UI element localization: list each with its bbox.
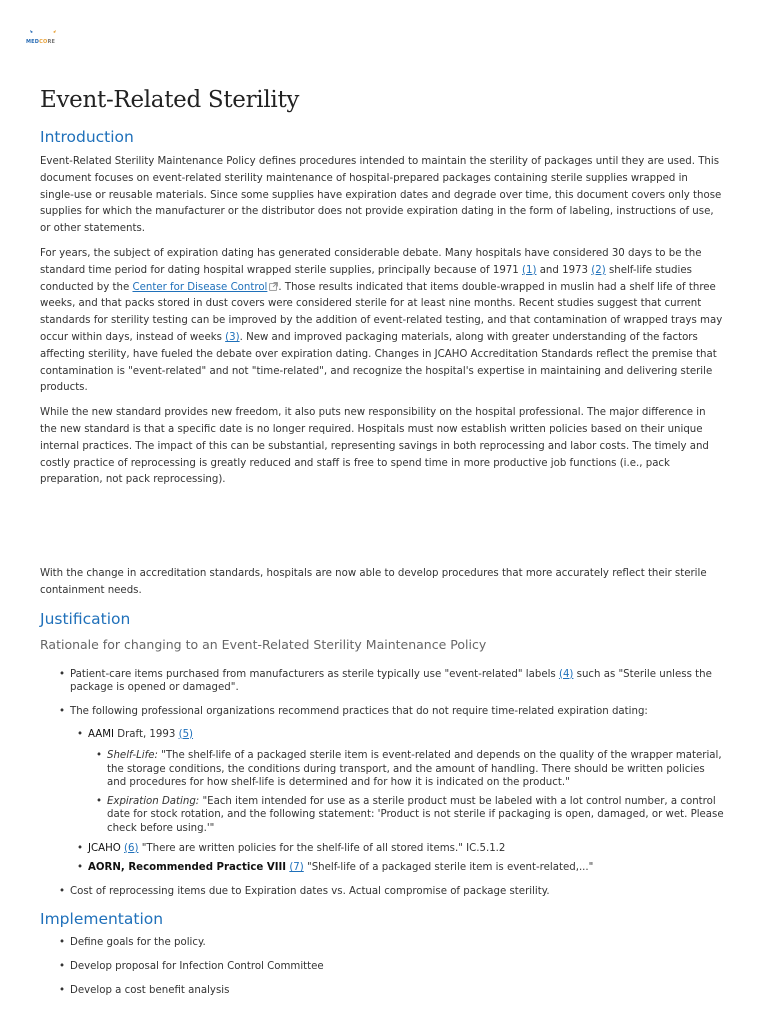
- justification-list: [70, 668, 724, 899]
- heading-justification: Justification: [40, 609, 131, 628]
- organizations-list: [88, 728, 724, 875]
- list-item: • Develop proposal for Infection Control Committee: [70, 960, 724, 974]
- reference-link-7[interactable]: (7): [289, 862, 304, 874]
- list-item-aorn: • AORN, Recommended Practice VIII (7) "Shelf-life of a packaged sterile item is event-related,...": [88, 861, 724, 875]
- intro-paragraph-3: While the new standard provides new freedom, it also puts new responsibility on the hospital professional. The major difference in the new standard is that a specific date is no longer required. Hospitals must now establish written policies based on their unique internal practices. The impact of this can be substantial, representing savings in both reprocessing and labor costs. The timely and costly practice of reprocessing is greatly reduced and staff is free to spend time in more productive job functions (i.e., pack preparation, not pack reprocessing).: [40, 407, 709, 486]
- list-item: • Patient-care items purchased from manufacturers as sterile typically use "event-related" labels (4) such as "Sterile unless the package is opened or damaged".: [70, 668, 724, 695]
- reference-link-2[interactable]: (2): [591, 264, 606, 276]
- heading-implementation: Implementation: [40, 910, 164, 929]
- aami-sublist: [107, 749, 724, 836]
- page-title: Event-Related Sterility: [40, 87, 300, 113]
- list-item-shelf-life: • Shelf-Life: "The shelf-life of a packaged sterile item is event-related and depends on the quality of the wrapper material, the storage conditions, the conditions during transport, and the amount of handling. There should be written policies and procedures for how shelf-life is determined and for how it is indicated on the product.": [107, 749, 724, 790]
- list-item-expiration-dating: • Expiration Dating: "Each item intended for use as a sterile product must be labeled with a lot control number, a control date for stock rotation, and the following statement: 'Product is not sterile if packaging is open, damaged, or wet. Please check before using.'": [107, 795, 724, 836]
- reference-link-6[interactable]: (6): [124, 842, 139, 854]
- reference-link-4[interactable]: (4): [558, 668, 574, 680]
- intro-paragraph-4: With the change in accreditation standards, hospitals are now able to develop procedures that more accurately reflect their sterile containment needs.: [40, 568, 707, 596]
- reference-link-3[interactable]: (3): [225, 331, 240, 343]
- list-item-aami: • AAMI Draft, 1993 (5) • Shelf-Life: "The shelf-life of a packaged sterile item is event-related and depends on the quality of the wrapper material, the storage conditions, the conditions during transport, and the amount of handling. There should be written policies and procedures for how shelf-life is determined and for how it is indicated on the product." • Expiration Dating: "Each item intended for use as a sterile product must be labeled with a lot control number, a control date for stock rotation, and the following statement: 'Product is not sterile if packaging is open, damaged, or wet. Please check before using.'": [88, 728, 724, 836]
- implementation-list: [70, 936, 724, 997]
- list-item: • Cost of reprocessing items due to Expiration dates vs. Actual compromise of package sterility.: [70, 885, 724, 899]
- list-item: • Develop a cost benefit analysis: [70, 984, 724, 998]
- intro-paragraph-2: For years, the subject of expiration dating has generated considerable debate. Many hospitals have considered 30 days to be the standard time period for dating hospital wrapped sterile supplies, principally because of 1971 (1) and 1973 (2) shelf-life studies conducted by the Center for Disease Control . Those results indicated that items double-wrapped in muslin had a shelf life of three weeks, and that packs stored in dust covers were considered sterile for at least nine months. Recent studies suggest that current standards for sterility testing can be improved by the addition of event-related testing, and that contamination of wrapped trays may occur within days, instead of weeks (3). New and improved packaging materials, along with greater understanding of the factors affecting sterility, have fueled the debate over expiration dating. Changes in JCAHO Accreditation Standards reflect the premise that contamination is "event-related" and not "time-related", and recognize the hospital's expertise in maintaining and delivering sterile products.: [40, 247, 723, 394]
- list-item: • The following professional organizations recommend practices that do not require time-related expiration dating: • AAMI Draft, 1993 (5) • Shelf-Life: "The shelf-life of a packaged sterile item is event-related and depends on the quality of the wrapper material, the storage conditions, the conditions during transport, and the amount of handling. There should be written policies and procedures for how shelf-life is determined and for how it is indicated on the product." • Expiration Dating: "Each item intended for use as a sterile product must be labeled with a lot control number, a control date for stock rotation, and the following statement: 'Product is not sterile if packaging is open, damaged, or wet. Please check before using.'" • JCAHO (6) "There are written policies for the shelf-life of all stored items." IC.5.1.2 • AORN, Recommended Practice VIII (7) "Shelf-life of a packaged sterile item is event-related,...": [70, 705, 724, 875]
- intro-paragraph-1: Event-Related Sterility Maintenance Policy defines procedures intended to maintain the sterility of packages until they are used. This document focuses on event-related sterility maintenance of hospital-prepared packages containing sterile supplies wrapped in single-use or reusable materials. Since some supplies have expiration dates and degrade over time, this document covers only those supplies for which the manufacturer or the distributor does not provide expiration dating in the form of labeling, instructions of use, or other statements.: [40, 156, 722, 235]
- reference-link-1[interactable]: (1): [522, 264, 537, 276]
- article-content: [40, 84, 724, 1007]
- reference-link-5[interactable]: (5): [178, 728, 194, 740]
- cdc-link[interactable]: Center for Disease Control: [132, 281, 268, 293]
- company-logo-text: MEDCORE: [26, 39, 56, 45]
- heading-introduction: Introduction: [40, 128, 134, 146]
- list-item: • Define goals for the policy.: [70, 936, 724, 950]
- subheading-rationale: Rationale for changing to an Event-Related Sterility Maintenance Policy: [40, 636, 487, 652]
- list-item-jcaho: • JCAHO (6) "There are written policies for the shelf-life of all stored items." IC.5.1.2: [88, 842, 724, 856]
